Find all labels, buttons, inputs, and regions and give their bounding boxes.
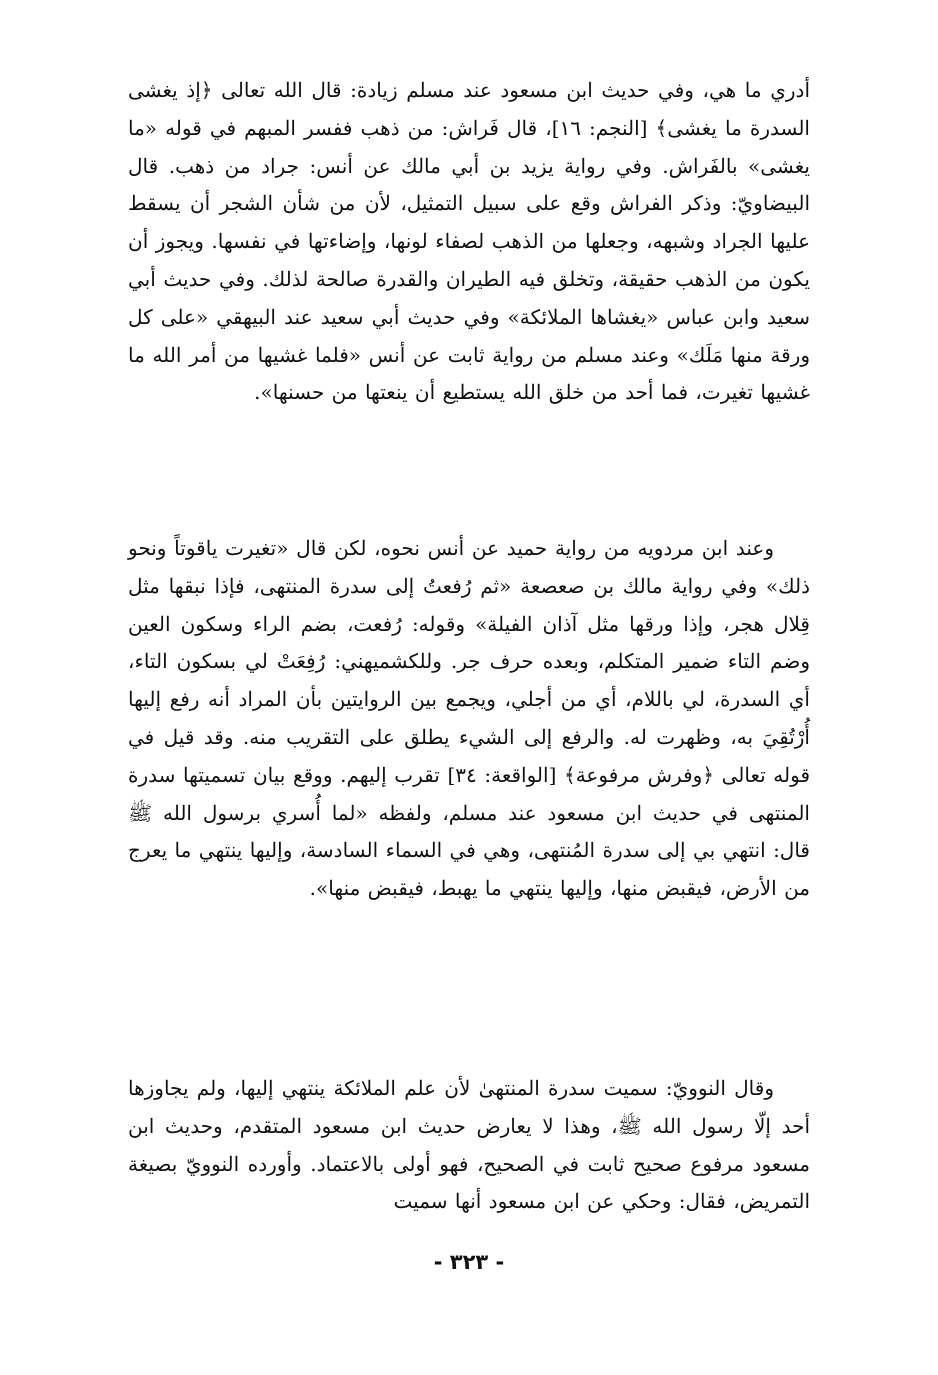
paragraph-2 [128,530,810,908]
paragraph-3 [128,1070,810,1221]
paragraph-text: وقال النوويّ: سميت سدرة المنتهىٰ لأن علم الملائكة ينتهي إليها، ولم يجاوزها أحد إلّا رسول الله ﷺ، وهذا لا يعارض حديث ابن مسعود المتقدم، وحديث ابن مسعود مرفوع صحيح ثابت في الصحيح، فهو أولى بالاعتماد. وأورده النوويّ بصيغة التمريض، فقال: وحكي عن ابن مسعود أنها سميت [128,1076,810,1214]
page-number: - ٣٢٣ - [433,1250,505,1274]
paragraph-1 [128,72,810,412]
book-page [128,72,810,1312]
paragraph-text: وعند ابن مردويه من رواية حميد عن أنس نحوه، لكن قال «تغيرت ياقوتاً ونحو ذلك» وفي رواية مالك بن صعصعة «ثم رُفعتُ إلى سدرة المنتهى، فإذا نبقها مثل قِلال هجر، وإذا ورقها مثل آذان الفيلة» وقوله: رُفعت، بضم الراء وسكون العين وضم التاء ضمير المتكلم، وبعده حرف جر. وللكشميهني: رُفِعَتْ لي بسكون التاء، أي السدرة، لي باللام، أي من أجلي، ويجمع بين الروايتين بأن المراد أنه رفع إليها أُرْتُقِيَ به، وظهرت له. والرفع إلى الشيء يطلق على التقريب منه. وقد قيل في قوله تعالى ﴿وفرش مرفوعة﴾ [الواقعة: ٣٤] تقرب إليهم. ووقع بيان تسميتها سدرة المنتهى في حديث ابن مسعود عند مسلم، ولفظه «لما أُسري برسول الله ﷺ قال: انتهي بي إلى سدرة المُنتهى، وهي في السماء السادسة، وإليها ينتهي ما يعرج من الأرض، فيقبض منها، وإليها ينتهي ما يهبط، فيقبض منها». [128,536,811,901]
paragraph-text: أدري ما هي، وفي حديث ابن مسعود عند مسلم زيادة: قال الله تعالى ﴿إذ يغشى السدرة ما يغشى﴾ [النجم: ١٦]، قال فَراش: من ذهب ففسر المبهم في قوله «ما يغشى» بالفَراش. وفي رواية يزيد بن أبي مالك عن أنس: جراد من ذهب. قال البيضاويّ: وذكر الفراش وقع على سبيل التمثيل، لأن من شأن الشجر أن يسقط عليها الجراد وشبهه، وجعلها من الذهب لصفاء لونها، وإضاءتها في نفسها. ويجوز أن يكون من الذهب حقيقة، وتخلق فيه الطيران والقدرة صالحة لذلك. وفي حديث أبي سعيد وابن عباس «يغشاها الملائكة» وفي حديث أبي سعيد عند البيهقي «على كل ورقة منها مَلَك» وعند مسلم من رواية ثابت عن أنس «فلما غشيها من أمر الله ما غشيها تغيرت، فما أحد من خلق الله يستطيع أن ينعتها من حسنها». [128,78,810,405]
